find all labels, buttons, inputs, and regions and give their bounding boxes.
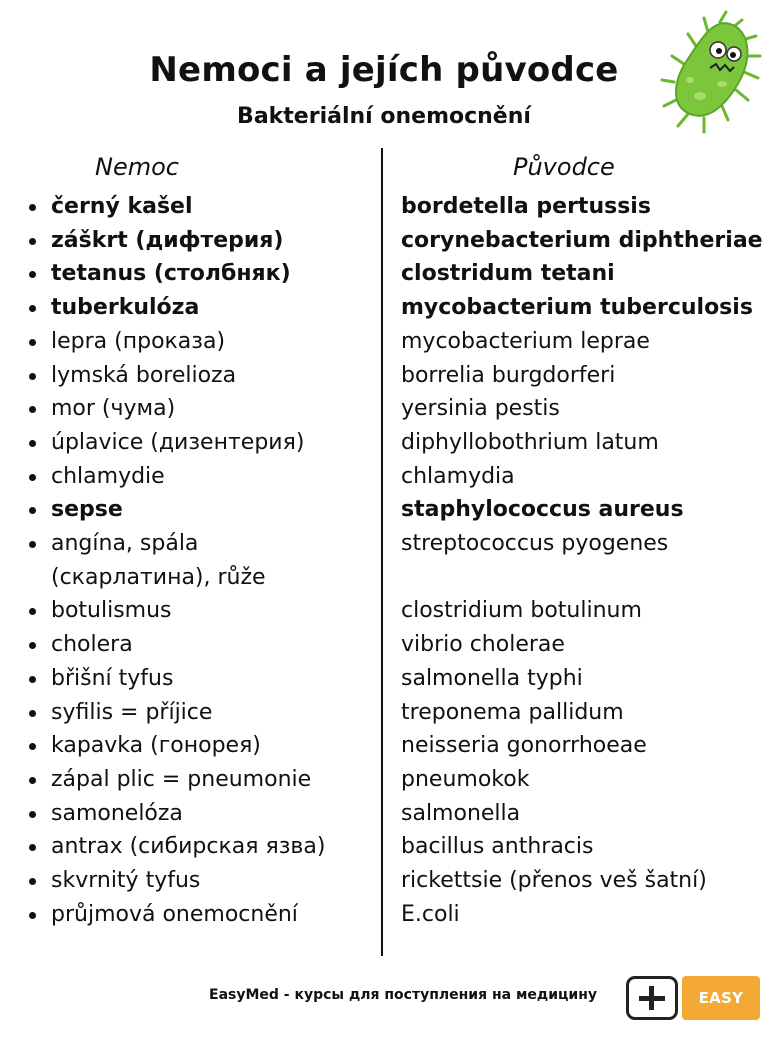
cause-item: chlamydia xyxy=(401,463,515,489)
cause-item: corynebacterium diphtheriae xyxy=(401,227,763,253)
disease-item: břišní tyfus xyxy=(26,662,376,696)
disease-item: antrax (сибирская язва) xyxy=(26,830,376,864)
disease-item: (скарлатина), růže xyxy=(51,564,266,590)
page-subtitle: Bakteriální onemocnění xyxy=(237,104,531,129)
cause-item: streptococcus pyogenes xyxy=(401,531,669,557)
cause-item: clostridum tetani xyxy=(401,261,615,287)
cause-item: treponema pallidum xyxy=(401,699,624,725)
cause-item: diphyllobothrium latum xyxy=(401,429,659,455)
disease-item: zápal plic = pneumonie xyxy=(26,763,376,797)
disease-item: lepra (проказа) xyxy=(26,325,376,359)
cause-item: mycobacterium leprae xyxy=(401,328,650,354)
plus-icon xyxy=(626,976,678,1020)
cause-item: bordetella pertussis xyxy=(401,194,651,219)
column-header-cause: Původce xyxy=(513,153,615,181)
disease-item: chlamydie xyxy=(26,460,376,494)
cause-item: mycobacterium tuberculosis xyxy=(401,295,753,321)
easymed-logo xyxy=(626,976,760,1051)
cause-list xyxy=(401,190,761,931)
cause-item: bacillus anthracis xyxy=(401,834,594,860)
disease-item: tuberkulóza xyxy=(26,291,376,325)
disease-item: skvrnitý tyfus xyxy=(26,864,376,898)
disease-item: úplavice (дизентерия) xyxy=(26,426,376,460)
disease-item: kapavka (гонорея) xyxy=(26,729,376,763)
cause-item: E.coli xyxy=(401,901,460,927)
footer-text: EasyMed - курсы для поступления на медицину xyxy=(209,987,598,1003)
cause-item: yersinia pestis xyxy=(401,396,560,422)
disease-item: sepse xyxy=(26,493,376,527)
page-title: Nemoci a jejích původce xyxy=(149,50,619,90)
disease-list xyxy=(26,190,376,931)
cause-item: rickettsie (přenos veš šatní) xyxy=(401,868,707,894)
disease-item: syfilis = příjice xyxy=(26,696,376,730)
disease-item: mor (чума) xyxy=(26,392,376,426)
cause-item: clostridium botulinum xyxy=(401,598,642,624)
disease-item: botulismus xyxy=(26,594,376,628)
disease-item: angína, spála xyxy=(26,527,376,561)
disease-item: samonelóza xyxy=(26,797,376,831)
cause-item: borrelia burgdorferi xyxy=(401,362,616,388)
disease-item: lymská borelioza xyxy=(26,359,376,393)
cause-item xyxy=(401,561,761,595)
disease-item: cholera xyxy=(26,628,376,662)
disease-item: tetanus (столбняк) xyxy=(26,257,376,291)
cause-item: neisseria gonorrhoeae xyxy=(401,733,647,759)
disease-item: záškrt (дифтерия) xyxy=(26,224,376,258)
column-header-disease: Nemoc xyxy=(95,153,179,181)
cause-item: pneumokok xyxy=(401,766,530,792)
disease-item: průjmová onemocnění xyxy=(26,898,376,932)
column-divider xyxy=(381,148,383,956)
disease-item: černý kašel xyxy=(26,190,376,224)
logo-text: EASY MED xyxy=(682,976,760,1020)
cause-item: staphylococcus aureus xyxy=(401,497,684,523)
cause-item: salmonella typhi xyxy=(401,665,583,691)
cause-item: vibrio cholerae xyxy=(401,632,565,658)
bacterium-icon xyxy=(660,10,764,134)
cause-item: salmonella xyxy=(401,800,521,826)
